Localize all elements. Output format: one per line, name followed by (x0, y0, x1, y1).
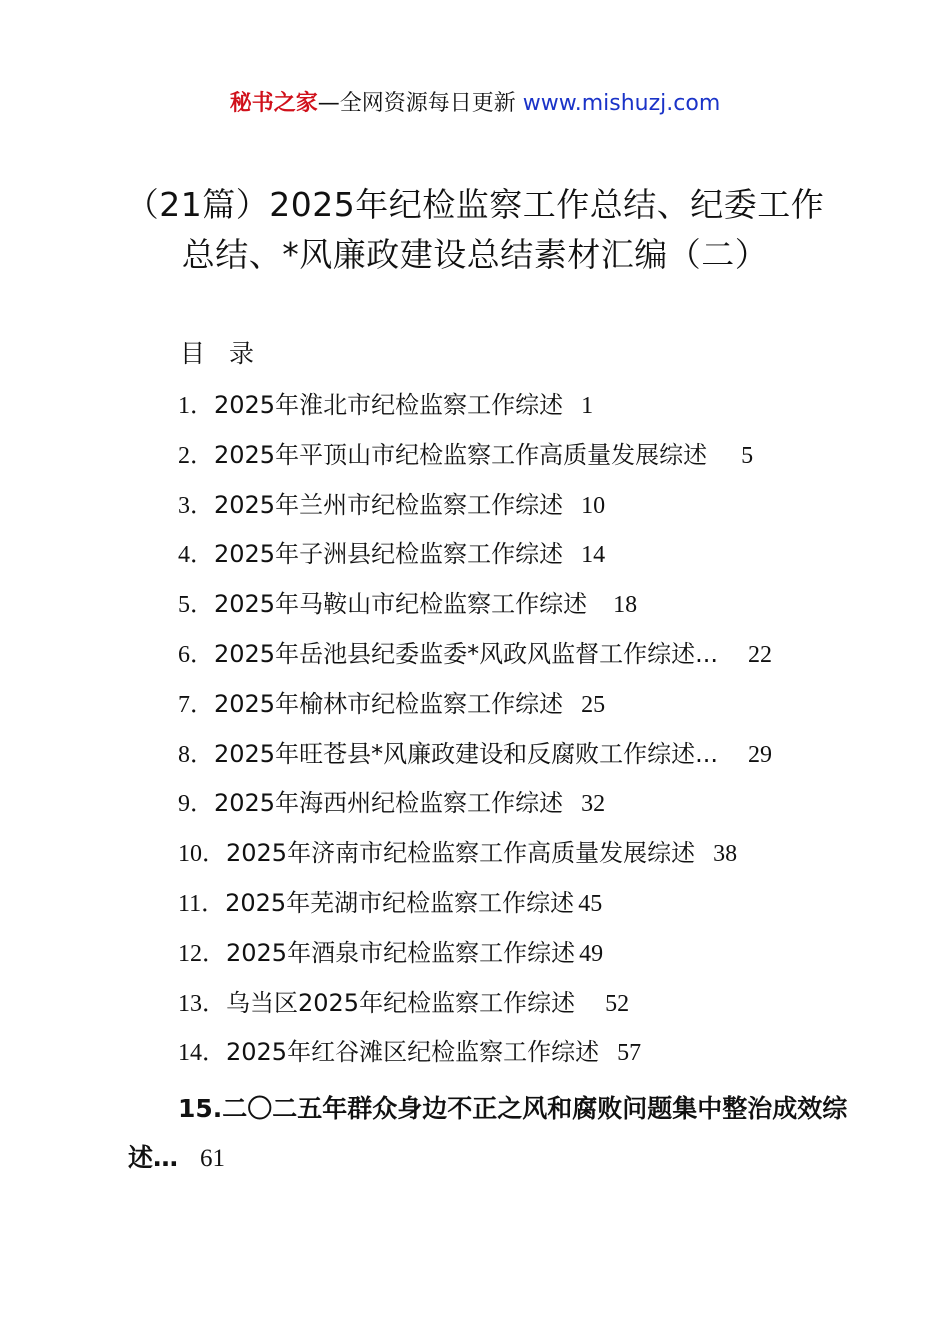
toc-entry-number: 8． (178, 741, 214, 768)
toc-entry-number: 7． (178, 691, 214, 718)
toc-entry-title: 2025年芜湖市纪检监察工作综述 (225, 888, 575, 917)
toc-entry-title: 2025年子洲县纪检监察工作综述 (214, 540, 564, 569)
site-brand: 秘书之家 (229, 91, 318, 116)
toc-entry-number: 11． (178, 890, 226, 917)
toc-entry[interactable] (178, 986, 838, 1036)
toc-entry-page: 38 (713, 841, 738, 868)
toc-entry-number: 3． (178, 492, 214, 519)
toc-entry-page: 18 (613, 592, 638, 619)
toc-entry-title: 2025年旺苍县*风廉政建设和反腐败工作综述... (214, 739, 718, 768)
toc-entry[interactable] (178, 886, 838, 936)
toc-entry-number: 9． (178, 791, 214, 818)
toc-entry[interactable] (178, 637, 838, 687)
toc-entry-page: 45 (578, 890, 603, 917)
toc-entry-number: 10． (178, 841, 226, 868)
document-title: （21篇）2025年纪检监察工作总结、纪委工作总结、*风廉政建设总结素材汇编（二） (125, 185, 825, 274)
toc-entry-number: 1． (178, 393, 214, 419)
toc-entry[interactable] (178, 1035, 838, 1085)
toc-entry-page: 49 (579, 940, 604, 967)
toc-entry-title: 二〇二五年群众身边不正之风和腐败问题集中整治成效综述… (128, 1094, 848, 1172)
toc-entry-title: 2025年海西州纪检监察工作综述 (214, 789, 564, 818)
toc-entry-page: 32 (581, 791, 606, 818)
toc-entry[interactable] (178, 587, 838, 637)
site-link[interactable]: www.mishuzj.com (522, 91, 721, 116)
toc-entry-number: 14． (178, 1040, 226, 1067)
toc-entry-page: 14 (581, 542, 606, 569)
toc-entry-title: 2025年平顶山市纪检监察工作高质量发展综述 (214, 440, 708, 469)
toc-entry-page: 61 (200, 1145, 226, 1172)
toc-entry-page: 22 (747, 641, 772, 668)
site-header (0, 88, 950, 120)
toc-entry[interactable] (178, 438, 838, 488)
toc-entry-page: 29 (747, 741, 772, 768)
toc-entry[interactable] (178, 687, 838, 737)
toc-entry[interactable] (178, 936, 838, 986)
site-tagline: —全网资源每日更新 (317, 91, 516, 116)
toc-entry-page: 1 (581, 393, 594, 419)
toc-entry-number: 6． (178, 641, 214, 668)
toc-entry-title: 2025年兰州市纪检监察工作综述 (214, 490, 564, 519)
toc-entry-number: 12． (178, 940, 226, 967)
toc-entry-title: 2025年马鞍山市纪检监察工作综述 (214, 590, 588, 619)
table-of-contents (178, 388, 838, 1085)
toc-entry[interactable] (178, 786, 838, 836)
toc-entry-page: 57 (617, 1040, 642, 1067)
toc-entry-page: 5 (741, 442, 754, 469)
toc-entry-number: 5． (178, 592, 214, 619)
toc-entry[interactable] (178, 488, 838, 538)
toc-entry-title: 2025年红谷滩区纪检监察工作综述 (226, 1038, 600, 1067)
toc-entry-number: 15. (178, 1094, 223, 1123)
toc-entry-last[interactable] (128, 1084, 848, 1183)
toc-entry-title: 2025年酒泉市纪检监察工作综述 (226, 938, 576, 967)
toc-entry-number: 4． (178, 542, 214, 569)
toc-entry-title: 2025年济南市纪检监察工作高质量发展综述 (226, 839, 696, 868)
toc-entry[interactable] (178, 836, 838, 886)
toc-entry[interactable] (178, 388, 838, 438)
toc-entry-number: 13． (178, 990, 226, 1017)
toc-entry[interactable] (178, 537, 838, 587)
toc-entry-page: 25 (581, 691, 606, 718)
toc-entry[interactable] (178, 737, 838, 787)
toc-entry-title: 2025年榆林市纪检监察工作综述 (214, 689, 564, 718)
toc-entry-title: 2025年淮北市纪检监察工作综述 (214, 391, 564, 419)
toc-entry-number: 2． (178, 442, 214, 469)
toc-entry-title: 乌当区2025年纪检监察工作综述 (226, 988, 576, 1017)
toc-heading: 目录 (180, 339, 279, 368)
toc-entry-page: 10 (581, 492, 606, 519)
toc-entry-title: 2025年岳池县纪委监委*风政风监督工作综述... (214, 639, 718, 668)
toc-entry-page: 52 (605, 990, 630, 1017)
